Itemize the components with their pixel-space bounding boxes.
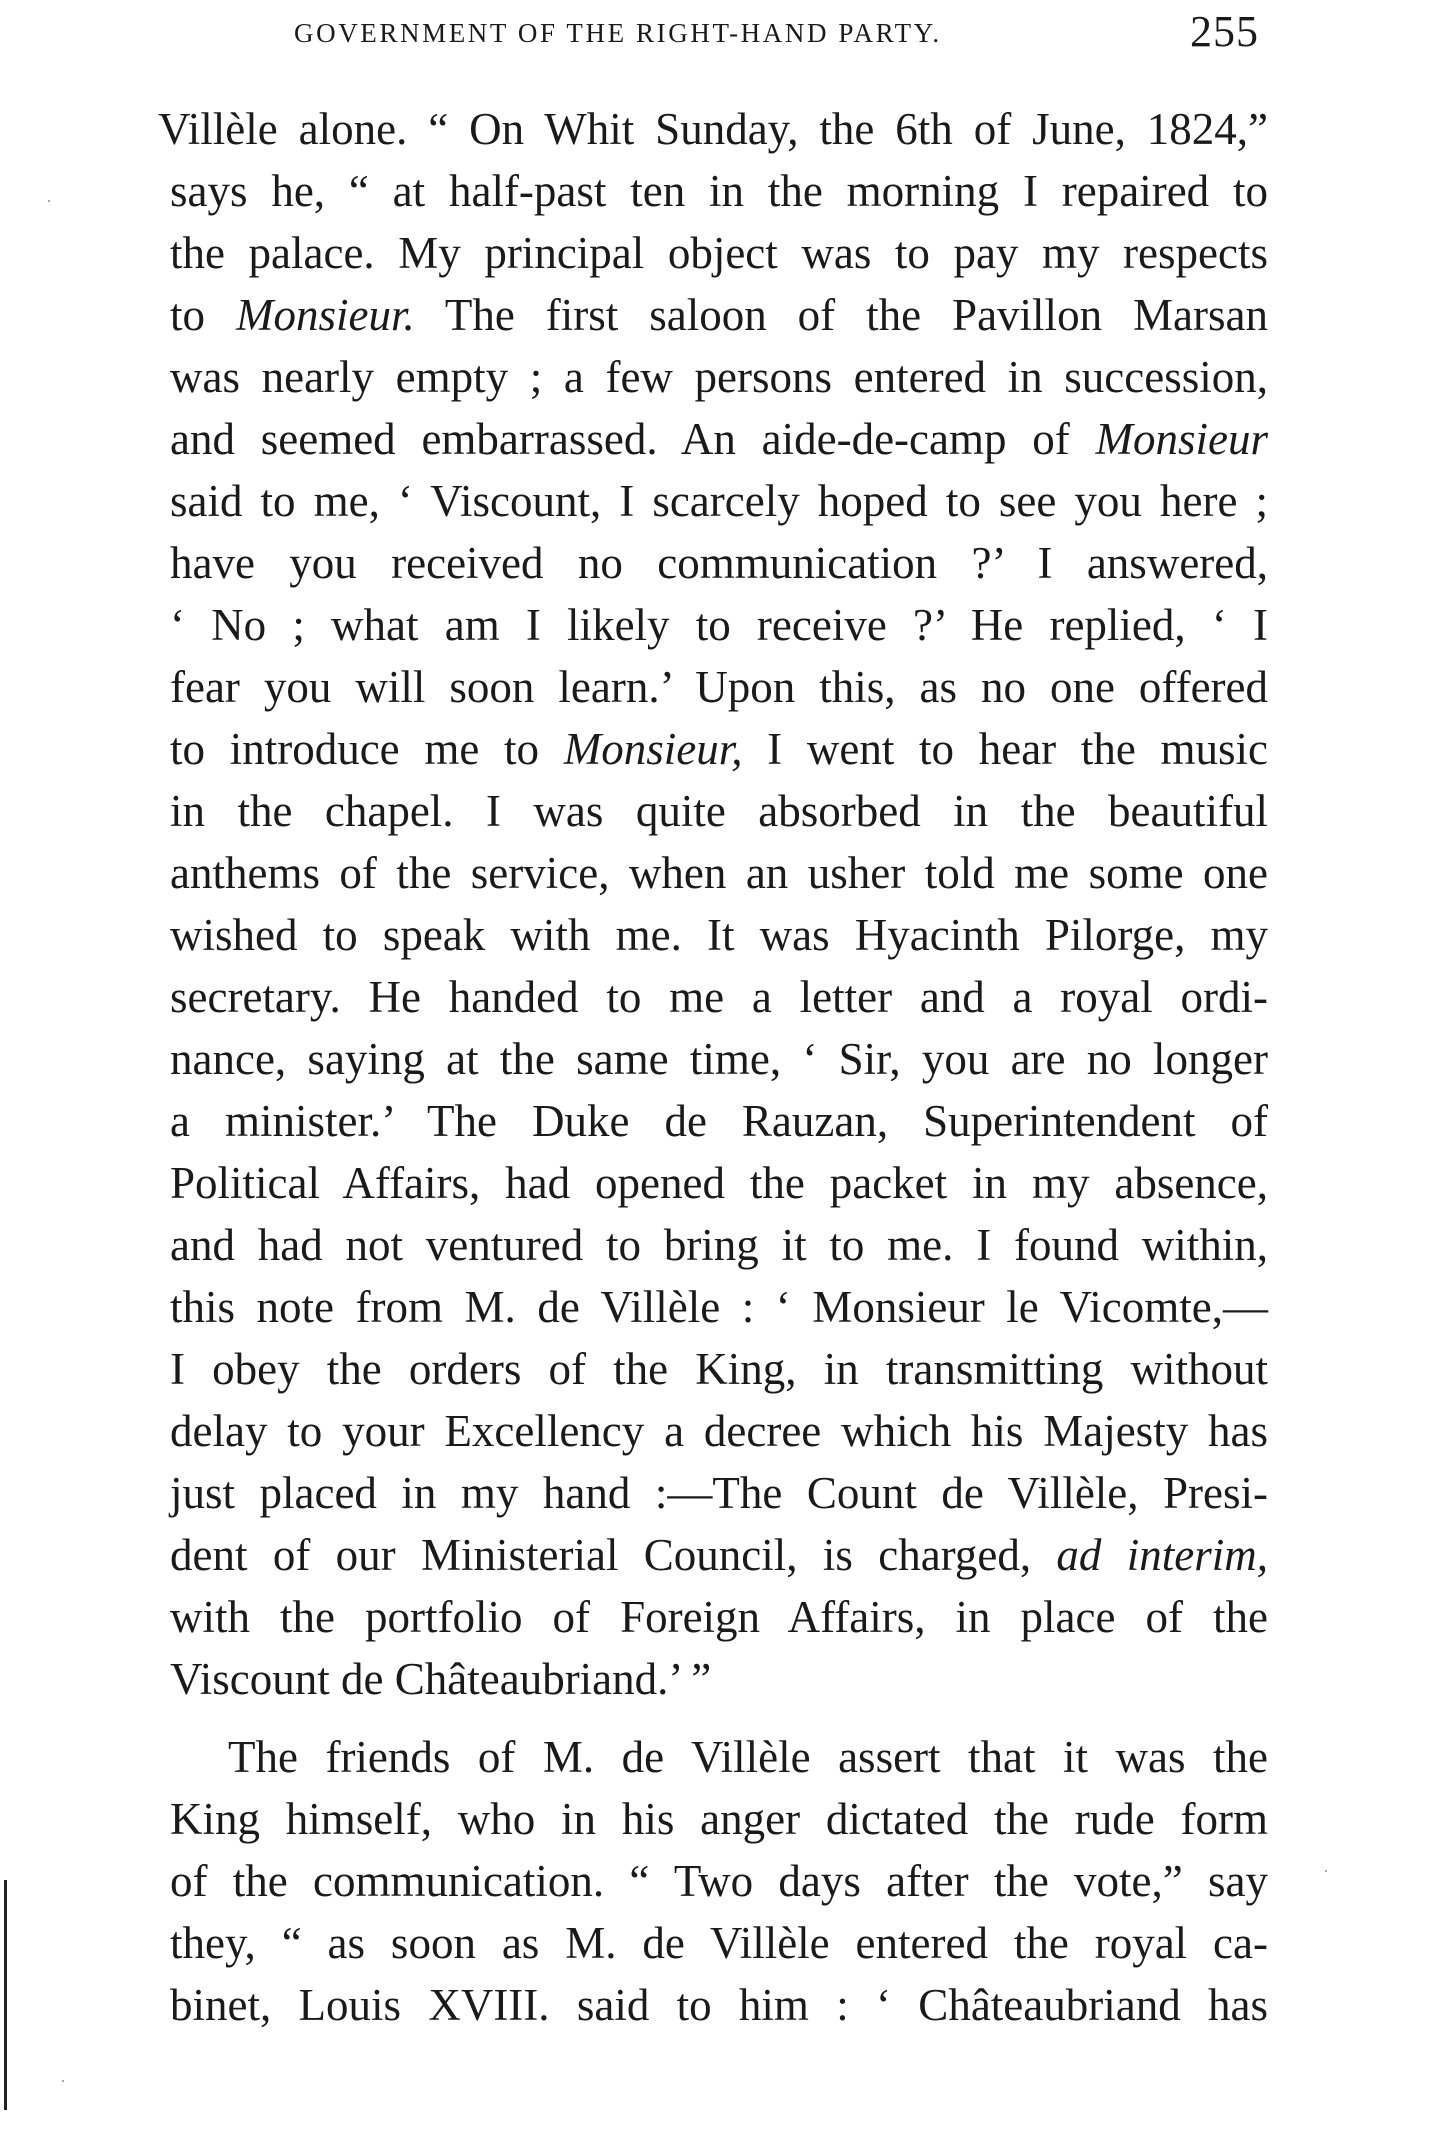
text-line: Political Affairs, had opened the packet in my absence, — [170, 1158, 1268, 1208]
text-line: in the chapel. I was quite absorbed in the beautiful — [170, 786, 1268, 836]
text-line: and had not ventured to bring it to me. I found within, — [170, 1220, 1268, 1270]
text-line: I obey the orders of the King, in transmitting without — [170, 1344, 1268, 1394]
text-line: this note from M. de Villèle : ‘ Monsieur le Vicomte,— — [170, 1282, 1268, 1332]
text-line: Villèle alone. “ On Whit Sunday, the 6th of June, 1824,” — [158, 104, 1268, 154]
text-line: Viscount de Châteaubriand.’ ” — [170, 1654, 712, 1704]
text-line: a minister.’ The Duke de Rauzan, Superintendent of — [170, 1096, 1268, 1146]
text-line: nance, saying at the same time, ‘ Sir, you are no longer — [170, 1034, 1268, 1084]
page-number: 255 — [1190, 7, 1259, 56]
text-line: secretary. He handed to me a letter and a royal ordi- — [170, 972, 1268, 1022]
text-line: to Monsieur. The first saloon of the Pavillon Marsan — [170, 290, 1268, 340]
text-line: was nearly empty ; a few persons entered in succession, — [170, 352, 1268, 402]
text-line: have you received no communication ?’ I answered, — [170, 538, 1268, 588]
text-line: fear you will soon learn.’ Upon this, as no one offered — [170, 662, 1268, 712]
text-line: delay to your Excellency a decree which his Majesty has — [170, 1406, 1268, 1456]
text-line: anthems of the service, when an usher told me some one — [170, 848, 1268, 898]
text-line: binet, Louis XVIII. said to him : ‘ Châteaubriand has — [170, 1980, 1268, 2030]
text-line: ‘ No ; what am I likely to receive ?’ He replied, ‘ I — [170, 600, 1268, 650]
text-line: says he, “ at half-past ten in the morning I repaired to — [170, 166, 1268, 216]
italic-emphasis: Monsieur. — [235, 290, 415, 340]
text-line: said to me, ‘ Viscount, I scarcely hoped to see you here ; — [170, 476, 1268, 526]
text-line: the palace. My principal object was to pay my respects — [170, 228, 1268, 278]
text-line: they, “ as soon as M. de Villèle entered the royal ca- — [170, 1918, 1268, 1968]
text-line: of the communication. “ Two days after the vote,” say — [170, 1856, 1268, 1906]
paper-speck — [62, 2080, 64, 2082]
italic-emphasis: Monsieur — [1095, 414, 1268, 464]
text-line: wished to speak with me. It was Hyacinth Pilorge, my — [170, 910, 1268, 960]
text-line: and seemed embarrassed. An aide-de-camp of Monsieur — [170, 414, 1268, 464]
text-line: to introduce me to Monsieur, I went to hear the music — [170, 724, 1269, 774]
text-line: dent of our Ministerial Council, is charged, ad interim, — [170, 1530, 1268, 1580]
binding-edge-mark — [4, 1880, 7, 2110]
text-line: King himself, who in his anger dictated the rude form — [170, 1794, 1268, 1844]
paper-speck — [48, 200, 50, 202]
running-title: GOVERNMENT OF THE RIGHT-HAND PARTY. — [294, 18, 942, 48]
text-line: just placed in my hand :—The Count de Villèle, Presi- — [170, 1468, 1268, 1518]
italic-emphasis: Monsieur, — [563, 724, 743, 774]
italic-emphasis: ad interim, — [1056, 1530, 1268, 1580]
paper-speck — [1325, 1870, 1327, 1872]
text-line: with the portfolio of Foreign Affairs, in place of the — [170, 1592, 1268, 1642]
paragraph-first-line: The friends of M. de Villèle assert that it was the — [228, 1732, 1268, 1782]
